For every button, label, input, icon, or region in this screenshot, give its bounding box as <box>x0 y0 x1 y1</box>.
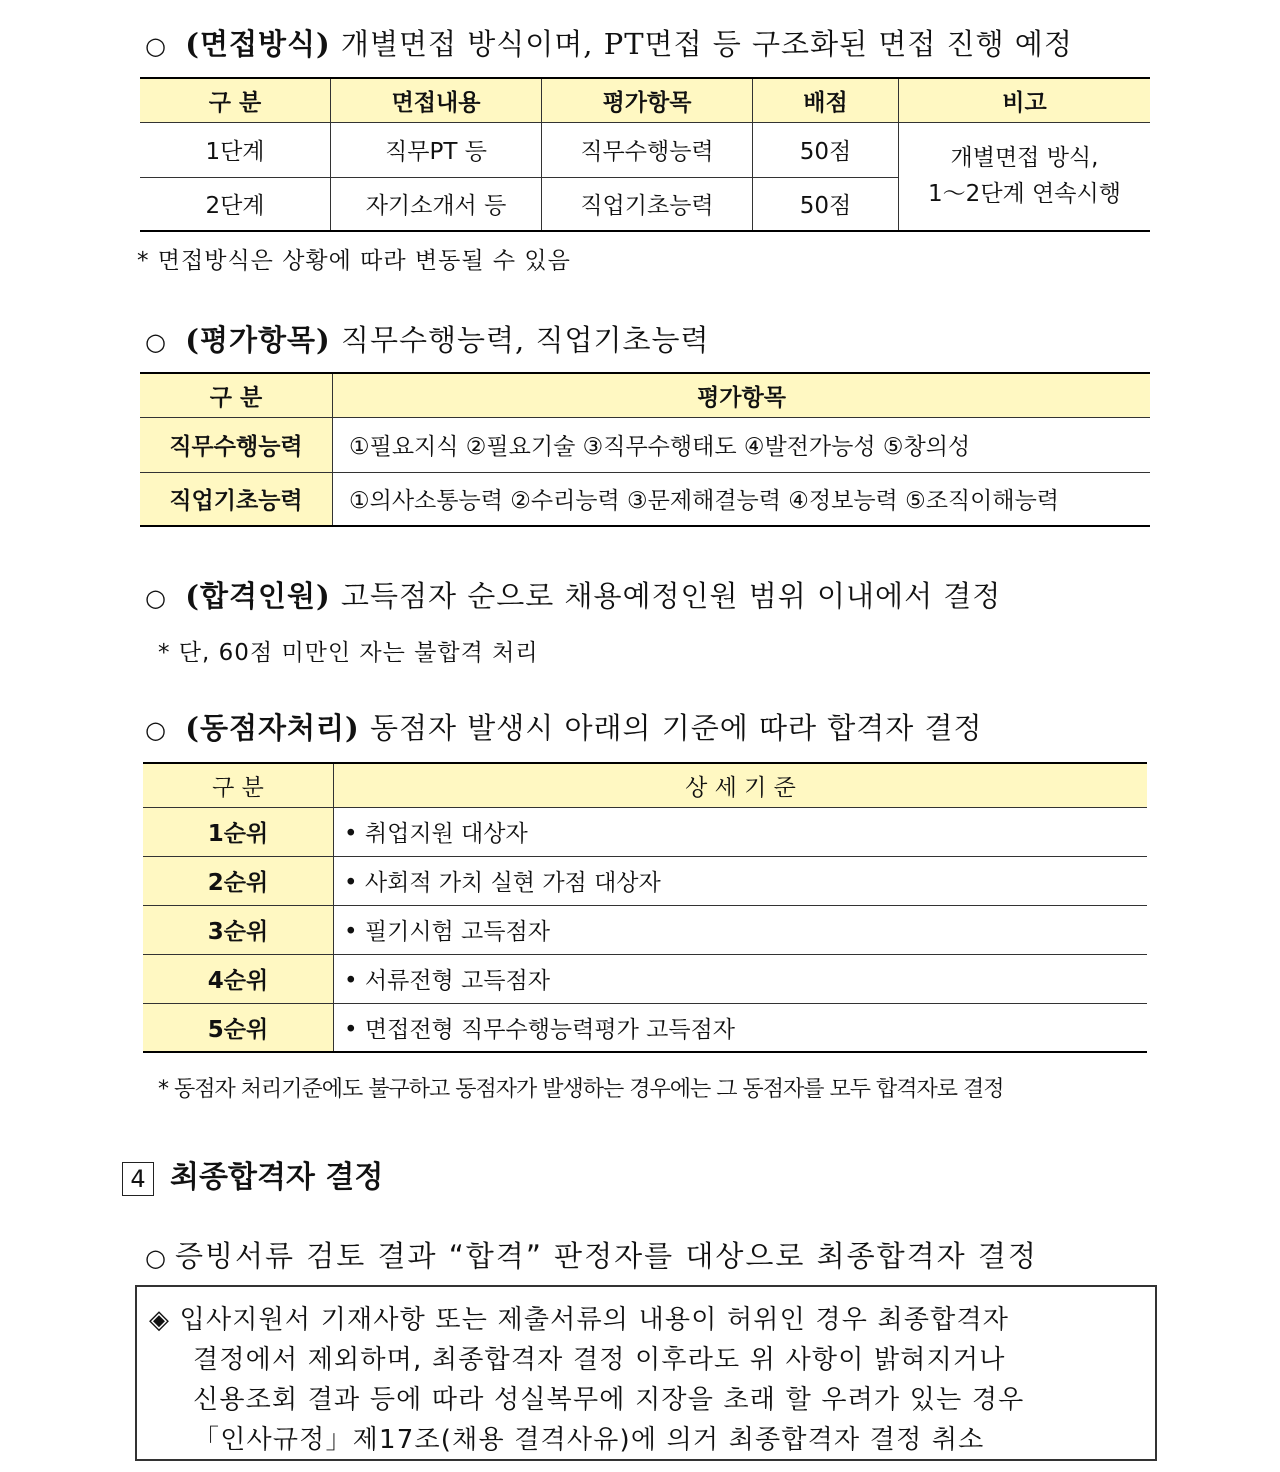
tie-header-rank: 구 분 <box>143 763 334 807</box>
interview-heading-label: (면접방식) <box>185 27 331 61</box>
tie-criteria: • 취업지원 대상자 <box>334 807 1148 856</box>
bullet-circle-icon: ○ <box>145 32 167 60</box>
tie-header-criteria: 상 세 기 준 <box>334 763 1148 807</box>
table-row <box>140 417 1150 472</box>
evaluation-heading <box>145 318 710 359</box>
interview-item: 직업기초능력 <box>542 177 753 231</box>
bullet-circle-icon: ○ <box>145 584 167 612</box>
interview-header-category: 구 분 <box>140 78 331 122</box>
final-notice-line: ◈ 입사지원서 기재사항 또는 제출서류의 내용이 허위인 경우 최종합격자 <box>149 1305 1010 1335</box>
evaluation-category: 직무수행능력 <box>140 417 333 472</box>
interview-score: 50점 <box>753 177 899 231</box>
table-row <box>143 807 1147 856</box>
interview-heading <box>145 22 1073 63</box>
tie-heading-text: 동점자 발생시 아래의 기준에 따라 합격자 결정 <box>359 711 983 745</box>
tie-rank: 1순위 <box>143 807 334 856</box>
section-number-box: 4 <box>122 1162 154 1196</box>
evaluation-heading-label: (평가항목) <box>185 323 331 357</box>
interview-score: 50점 <box>753 122 899 177</box>
passing-heading <box>145 574 1001 615</box>
tie-rank: 5순위 <box>143 1003 334 1052</box>
table-row <box>143 905 1147 954</box>
final-notice-line: 「인사규정」제17조(채용 결격사유)에 의거 최종합격자 결정 취소 <box>193 1425 985 1455</box>
evaluation-category: 직업기초능력 <box>140 472 333 526</box>
interview-heading-text: 개별면접 방식이며, PT면접 등 구조화된 면접 진행 예정 <box>330 27 1073 61</box>
tie-rank: 2순위 <box>143 856 334 905</box>
final-section-title-text: 최종합격자 결정 <box>170 1160 384 1195</box>
table-row <box>140 122 1150 177</box>
interview-item: 직무수행능력 <box>542 122 753 177</box>
tie-criteria: • 사회적 가치 실현 가점 대상자 <box>334 856 1148 905</box>
evaluation-items: ①의사소통능력 ②수리능력 ③문제해결능력 ④정보능력 ⑤조직이해능력 <box>333 472 1151 526</box>
evaluation-table <box>140 372 1150 527</box>
interview-content: 직무PT 등 <box>331 122 542 177</box>
final-heading <box>145 1234 1038 1275</box>
tie-heading <box>145 706 983 747</box>
tie-rank: 3순위 <box>143 905 334 954</box>
passing-note: * 단, 60점 미만인 자는 불합격 처리 <box>158 640 539 666</box>
tie-criteria: • 면접전형 직무수행능력평가 고득점자 <box>334 1003 1148 1052</box>
interview-header-score: 배점 <box>753 78 899 122</box>
interview-header-item: 평가항목 <box>542 78 753 122</box>
bullet-circle-icon: ○ <box>145 716 167 744</box>
evaluation-heading-text: 직무수행능력, 직업기초능력 <box>330 323 710 357</box>
table-row <box>143 856 1147 905</box>
passing-heading-label: (합격인원) <box>185 579 331 613</box>
final-notice-line: 결정에서 제외하며, 최종합격자 결정 이후라도 위 사항이 밝혀지거나 <box>193 1345 1006 1375</box>
final-section-title <box>122 1152 383 1196</box>
interview-remark-line2: 1～2단계 연속시행 <box>928 181 1121 208</box>
interview-stage: 2단계 <box>140 177 331 231</box>
interview-stage: 1단계 <box>140 122 331 177</box>
evaluation-header-category: 구 분 <box>140 373 333 417</box>
interview-remark <box>899 122 1151 231</box>
tie-note: * 동점자 처리기준에도 불구하고 동점자가 발생하는 경우에는 그 동점자를 모두 합격자로 결정 <box>158 1077 1004 1102</box>
tie-heading-label: (동점자처리) <box>185 711 360 745</box>
table-row <box>143 954 1147 1003</box>
tie-criteria: • 필기시험 고득점자 <box>334 905 1148 954</box>
tie-table <box>143 762 1147 1053</box>
evaluation-header-items: 평가항목 <box>333 373 1151 417</box>
interview-remark-line1: 개별면접 방식, <box>950 145 1099 172</box>
interview-header-remark: 비고 <box>899 78 1151 122</box>
bullet-circle-icon: ○ <box>145 1244 168 1272</box>
interview-note: * 면접방식은 상황에 따라 변동될 수 있음 <box>137 248 571 274</box>
table-row <box>140 472 1150 526</box>
passing-heading-text: 고득점자 순으로 채용예정인원 범위 이내에서 결정 <box>330 579 1002 613</box>
tie-criteria: • 서류전형 고득점자 <box>334 954 1148 1003</box>
bullet-circle-icon: ○ <box>145 328 167 356</box>
interview-table <box>140 77 1150 232</box>
final-notice-box <box>135 1285 1157 1461</box>
tie-rank: 4순위 <box>143 954 334 1003</box>
final-notice-line: 신용조회 결과 등에 따라 성실복무에 지장을 초래 할 우려가 있는 경우 <box>193 1385 1025 1415</box>
evaluation-items: ①필요지식 ②필요기술 ③직무수행태도 ④발전가능성 ⑤창의성 <box>333 417 1151 472</box>
interview-header-content: 면접내용 <box>331 78 542 122</box>
table-row <box>143 1003 1147 1052</box>
final-heading-text: 증빙서류 검토 결과 “합격” 판정자를 대상으로 최종합격자 결정 <box>175 1239 1038 1273</box>
interview-content: 자기소개서 등 <box>331 177 542 231</box>
